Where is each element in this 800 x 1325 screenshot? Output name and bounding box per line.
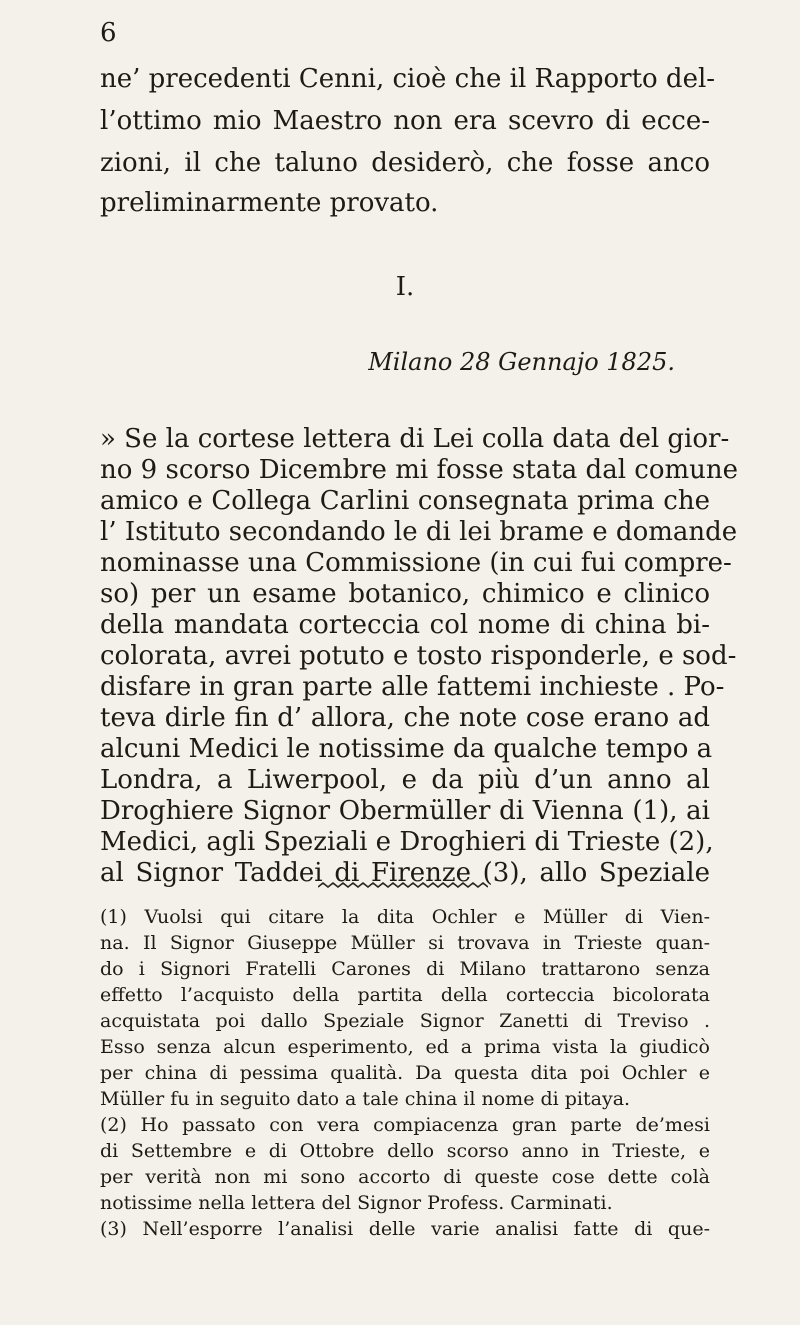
page-number: 6: [100, 18, 117, 48]
footnote-line: acquistata poi dallo Speziale Signor Zanetti di Treviso .: [100, 1010, 710, 1032]
text-line: so) per un esame botanico, chimico e clinico: [100, 579, 710, 609]
text-line: Droghiere Signor Obermüller di Vienna (1), ai: [100, 796, 710, 826]
text-line: al Signor Taddei di Firenze (3), allo Speziale: [100, 858, 710, 888]
footnote-line: notissime nella lettera del Signor Profess. Carminati.: [100, 1192, 613, 1214]
text-line: l’ottimo mio Maestro non era scevro di ecce-: [100, 106, 710, 136]
footnote-line: per verità non mi sono accorto di queste cose dette colà: [100, 1166, 710, 1188]
text-line: ne’ precedenti Cenni, cioè che il Rapporto del-: [100, 64, 716, 94]
text-line: Londra, a Liwerpool, e da più d’un anno al: [100, 765, 710, 795]
footnote-line: Esso senza alcun esperimento, ed a prima vista la giudicò: [100, 1036, 710, 1058]
text-line: » Se la cortese lettera di Lei colla data del gior-: [100, 424, 730, 454]
footnote-line: Müller fu in seguito dato a tale china il nome di pitaya.: [100, 1088, 631, 1110]
footnote-line: (2) Ho passato con vera compiacenza gran parte de’mesi: [100, 1114, 710, 1136]
footnote-line: effetto l’acquisto della partita della corteccia bicolorata: [100, 984, 710, 1006]
section-number: I.: [395, 272, 415, 302]
text-line: alcuni Medici le notissime da qualche tempo a: [100, 734, 713, 764]
text-line: zioni, il che taluno desiderò, che fosse anco: [100, 148, 710, 178]
footnote-line: per china di pessima qualità. Da questa dita poi Ochler e: [100, 1062, 710, 1084]
footnote-line: (3) Nell’esporre l’analisi delle varie analisi fatte di que-: [100, 1218, 710, 1240]
dateline: Milano 28 Gennajo 1825.: [368, 348, 675, 376]
text-line: disfare in gran parte alle fattemi inchieste . Po-: [100, 672, 725, 702]
footnote-line: na. Il Signor Giuseppe Müller si trovava in Trieste quan-: [100, 932, 710, 954]
text-line: no 9 scorso Dicembre mi fosse stata dal comune: [100, 455, 739, 485]
text-line: l’ Istituto secondando le di lei brame e domande: [100, 517, 738, 547]
text-line: amico e Collega Carlini consegnata prima che: [100, 486, 710, 516]
text-line: della mandata corteccia col nome di china bi-: [100, 610, 710, 640]
text-line: preliminarmente provato.: [100, 188, 439, 218]
footnote-line: do i Signori Fratelli Carones di Milano trattarono senza: [100, 958, 710, 980]
text-line: nominasse una Commissione (in cui fui compre-: [100, 548, 732, 578]
ornamental-rule: [318, 882, 488, 888]
footnote-line: di Settembre e di Ottobre dello scorso anno in Trieste, e: [100, 1140, 710, 1162]
text-line: teva dirle fin d’ allora, che note cose erano ad: [100, 703, 710, 733]
text-line: colorata, avrei potuto e tosto risponderle, e sod-: [100, 641, 737, 671]
footnote-line: (1) Vuolsi qui citare la dita Ochler e Müller di Vien-: [100, 906, 710, 928]
text-line: Medici, agli Speziali e Droghieri di Trieste (2),: [100, 827, 714, 857]
